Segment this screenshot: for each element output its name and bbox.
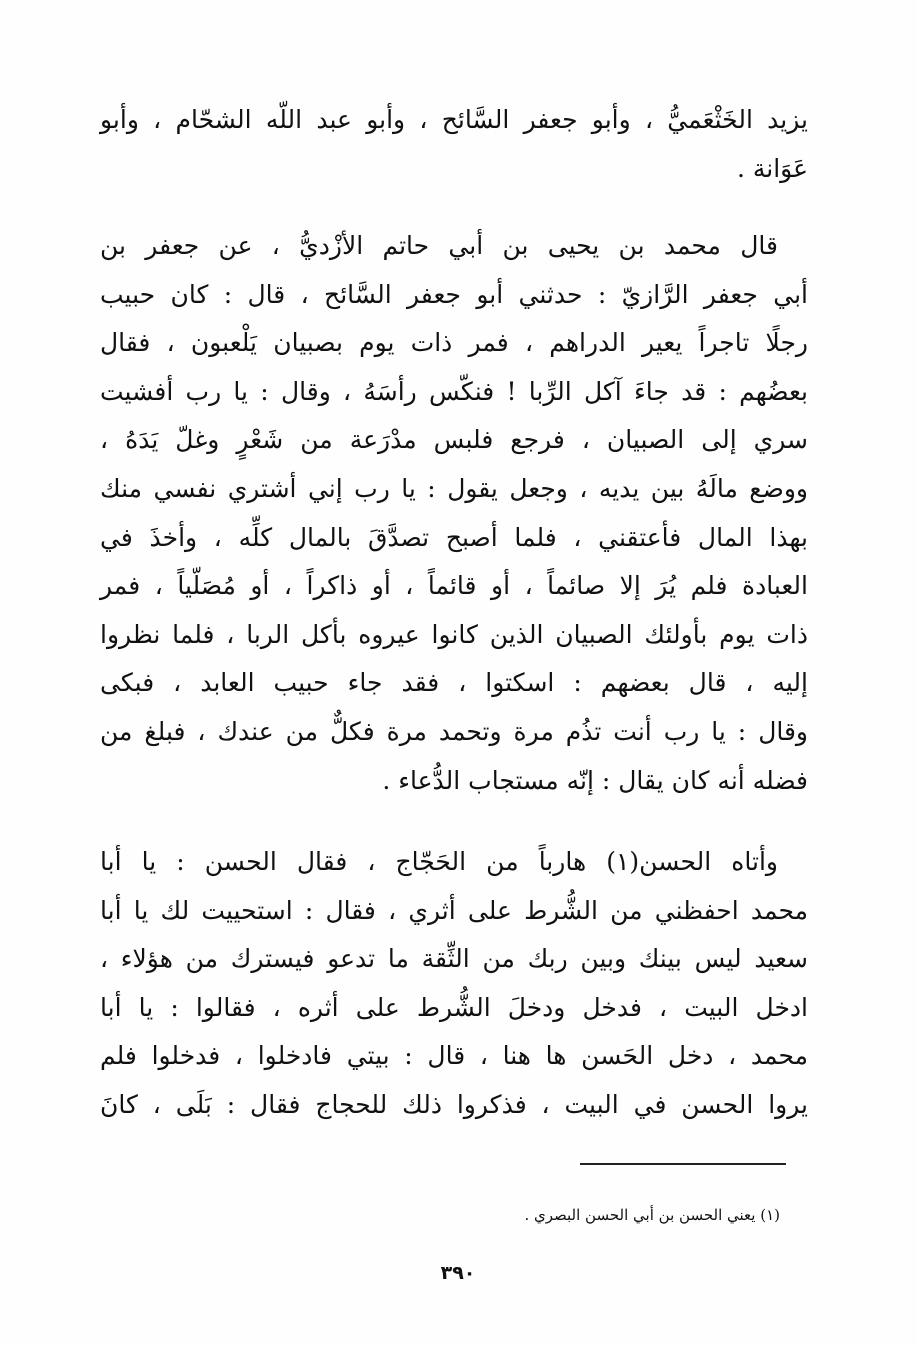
text-line: عَوَانة .	[736, 153, 808, 183]
text-line: بعضُهم : قد جاءَ آكل الرِّبا ! فنكّس رأسَهُ ، وقال : يا رب أفشيت	[100, 376, 808, 406]
footnote-divider	[580, 1163, 786, 1165]
text-line: أبي جعفر الرَّازيّ : حدثني أبو جعفر السَّائح ، قال : كان حبيب	[100, 279, 808, 309]
footnote: (١) يعني الحسن بن أبي الحسن البصري .	[524, 1206, 780, 1224]
text-line: ادخل البيت ، فدخل ودخلَ الشُّرط على أثره ، فقالوا : يا أبا	[100, 992, 808, 1022]
text-line: محمد احفظني من الشُّرط على أثري ، فقال : استحييت لك يا أبا	[100, 895, 808, 925]
text-line: فضله أنه كان يقال : إنّه مستجاب الدُّعاء .	[382, 765, 808, 795]
paragraph-2	[100, 222, 808, 805]
paragraph-3	[100, 838, 808, 1130]
text-line: محمد ، دخل الحَسن ها هنا ، قال : بيتي فادخلوا ، فدخلوا فلم	[100, 1041, 808, 1071]
text-line: وأتاه الحسن(١) هارباً من الحَجّاج ، فقال الحسن : يا أبا	[100, 847, 778, 876]
text-line: إليه ، قال بعضهم : اسكتوا ، فقد جاء حبيب العابد ، فبكى	[100, 668, 808, 698]
text-line: ذات يوم بأولئك الصبيان الذين كانوا عيروه بأكل الربا ، فلما نظروا	[100, 619, 808, 649]
text-line: العبادة فلم يُرَ إلا صائماً ، أو قائماً ، أو ذاكراً ، أو مُصَلّياً ، فمر	[100, 571, 808, 601]
paragraph-1	[100, 96, 808, 193]
text-line: يزيد الخَثْعَميُّ ، وأبو جعفر السَّائح ، وأبو عبد اللّه الشحّام ، وأبو	[100, 105, 808, 134]
text-line: ووضع مالَهُ بين يديه ، وجعل يقول : يا رب إني أشتري نفسي منك	[100, 473, 808, 503]
page-number: ٣٩٠	[440, 1262, 476, 1284]
text-line: يروا الحسن في البيت ، فذكروا ذلك للحجاج فقال : بَلَى ، كانَ	[100, 1089, 808, 1119]
text-line: قال محمد بن يحيى بن أبي حاتم الأزْديُّ ، عن جعفر بن	[100, 231, 778, 260]
text-line: سري إلى الصبيان ، فرجع فلبس مدْرَعة من شَعْرٍ وغلّ يَدَهُ ،	[100, 425, 808, 455]
text-line: سعيد ليس بينك وبين ربك من الثِّقة ما تدعو فيسترك من هؤلاء ،	[100, 944, 808, 974]
text-line: رجلًا تاجراً يعير الدراهم ، فمر ذات يوم بصبيان يَلْعبون ، فقال	[100, 328, 808, 358]
text-line: وقال : يا رب أنت تذُم مرة وتحمد مرة فكلٌّ من عندك ، فبلغ من	[100, 716, 808, 746]
text-line: بهذا المال فأعتقني ، فلما أصبح تصدَّقَ بالمال كلِّه ، وأخذَ في	[100, 522, 808, 552]
